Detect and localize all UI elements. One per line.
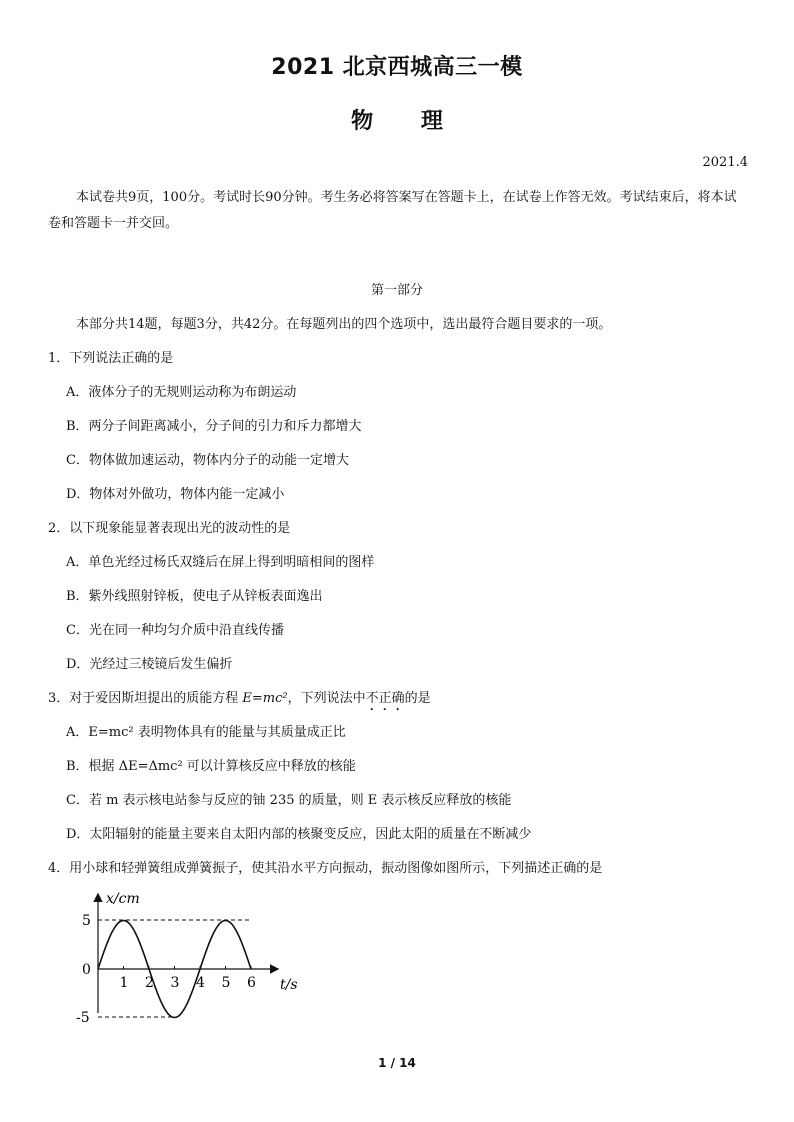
x-tick-label: 3 [170, 975, 180, 991]
question-2-stem: 2．以下现象能显著表现出光的波动性的是 [48, 521, 291, 536]
question-3-emphasis: 不正确 [365, 691, 405, 706]
y-tick-label-neg5: -5 [76, 1010, 90, 1025]
x-tick-label: 2 [145, 975, 154, 991]
question-1-option-c: C．物体做加速运动，物体内分子的动能一定增大 [66, 453, 349, 468]
question-3-stem-suffix: 的是 [404, 691, 431, 706]
question-3-stem-prefix: 3．对于爱因斯坦提出的质能方程 [48, 691, 243, 706]
subject-title: 物 理 [351, 109, 443, 134]
x-tick-label: 6 [247, 975, 256, 991]
question-1-stem: 1．下列说法正确的是 [48, 351, 174, 366]
question-2-option-d: D．光经过三棱镜后发生偏折 [66, 657, 233, 672]
vibration-graph [62, 885, 312, 1025]
page-number: 1 / 14 [378, 1056, 416, 1070]
y-tick-label-0: 0 [82, 962, 91, 978]
question-3-option-b: B．根据 ΔE=Δmc² 可以计算核反应中释放的核能 [66, 759, 356, 774]
exam-instructions: 本试卷共9页，100分。考试时长90分钟。考生务必将答案写在答题卡上，在试卷上作答无效。考试结束后，将本试卷和答题卡一并交回。 [48, 190, 737, 231]
x-tick-label: 1 [119, 975, 129, 991]
question-3-stem [48, 687, 431, 714]
y-axis-label: x/cm [106, 891, 140, 907]
section-title: 第一部分 [370, 283, 423, 298]
question-2-option-b: B．紫外线照射锌板，使电子从锌板表面逸出 [66, 589, 323, 604]
x-tick-label: 5 [221, 975, 231, 991]
question-1-option-d: D．物体对外做功，物体内能一定减小 [66, 487, 285, 502]
question-3-option-a: A．E=mc² 表明物体具有的能量与其质量成正比 [66, 725, 346, 740]
question-3-option-d: D．太阳辐射的能量主要来自太阳内部的核聚变反应，因此太阳的质量在不断减少 [66, 827, 532, 842]
question-2-option-c: C．光在同一种均匀介质中沿直线传播 [66, 623, 284, 638]
y-tick-label-5: 5 [82, 913, 91, 929]
exam-title: 2021 北京西城高三一模 [271, 55, 523, 80]
x-axis-label: t/s [280, 977, 298, 993]
section-description: 本部分共14题，每题3分，共42分。在每题列出的四个选项中，选出最符合题目要求的一项。 [76, 317, 612, 332]
question-3-option-c: C．若 m 表示核电站参与反应的铀 235 的质量，则 E 表示核反应释放的核能 [66, 793, 512, 808]
exam-date: 2021.4 [702, 155, 748, 170]
x-tick-label: 4 [196, 975, 205, 991]
question-1-option-b: B．两分子间距离减小，分子间的引力和斥力都增大 [66, 419, 362, 434]
question-2-option-a: A．单色光经过杨氏双缝后在屏上得到明暗相间的图样 [66, 555, 375, 570]
x-tick-labels [120, 966, 257, 991]
question-4-stem: 4．用小球和轻弹簧组成弹簧振子，使其沿水平方向振动，振动图像如图所示，下列描述正确的是 [48, 861, 603, 876]
question-3-stem-mid: ，下列说法中 [287, 691, 366, 706]
question-1-option-a: A．液体分子的无规则运动称为布朗运动 [66, 385, 297, 400]
question-3-formula: E=mc² [242, 691, 288, 706]
